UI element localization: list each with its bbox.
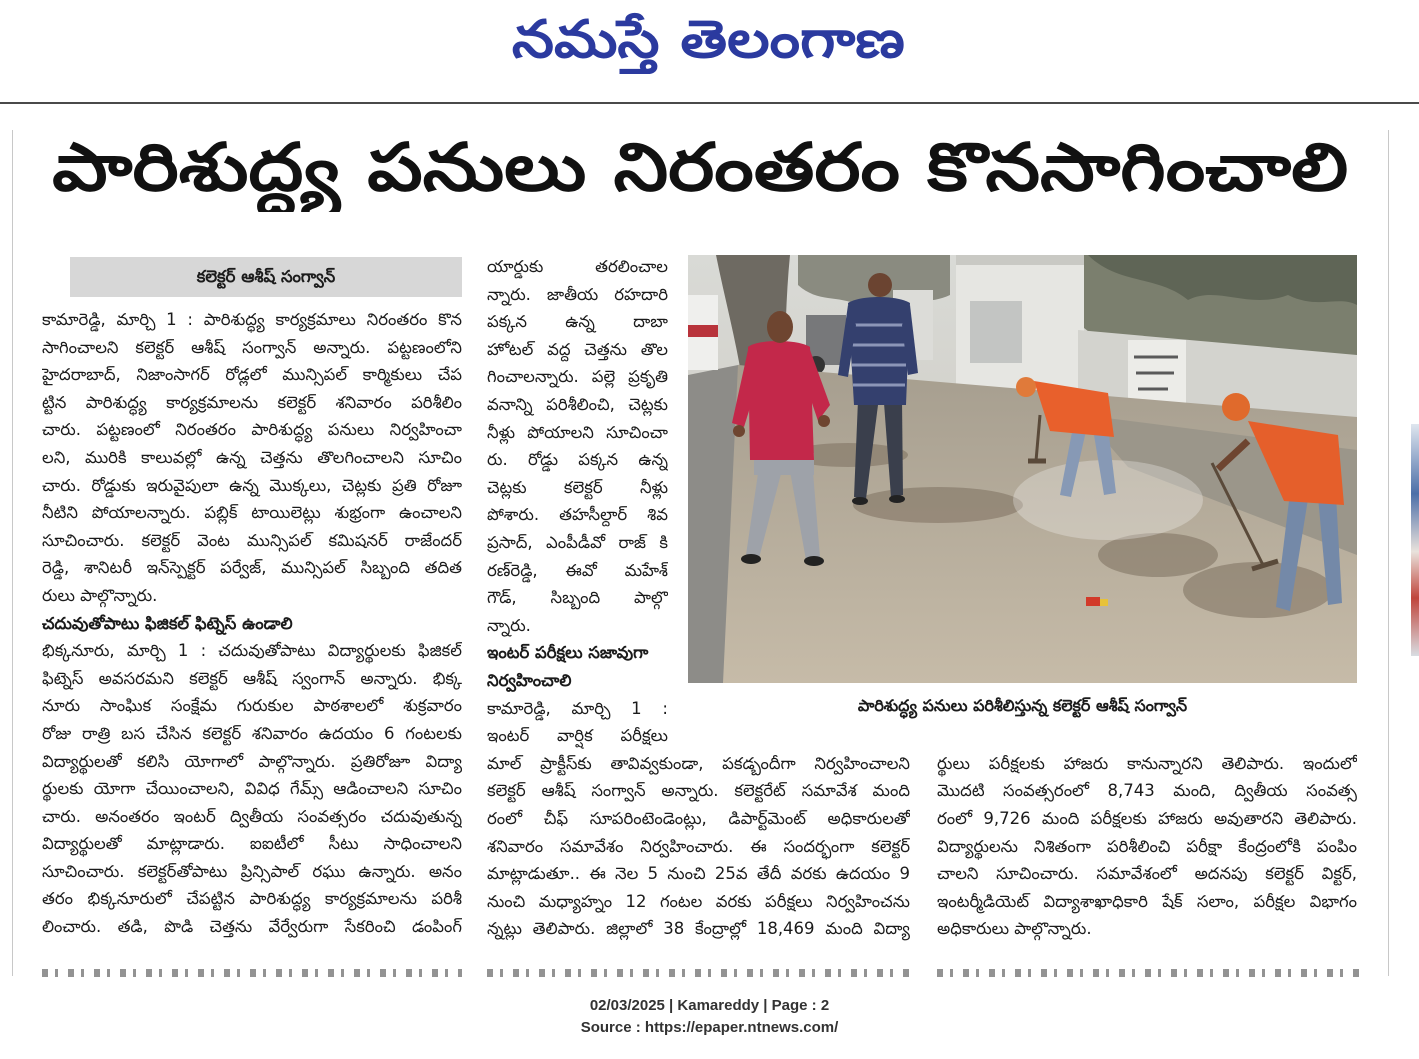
text-line-content: రెడ్డి, శానిటరీ ఇన్‌స్పెక్టర్ పర్వేజ్, మున్సిపల్ సిబ్బంది తదిత [42, 558, 462, 578]
adjacent-photo-edge [1411, 424, 1419, 656]
text-line [937, 915, 1357, 943]
text-line [937, 805, 1357, 833]
text-line-content: పక్కన ఉన్న దాబా [487, 312, 668, 332]
text-line [487, 722, 668, 750]
text-line [487, 557, 668, 585]
text-line [487, 446, 668, 474]
article-paragraph [487, 750, 910, 943]
text-line [487, 363, 668, 391]
text-line-content: సాగించాలని కలెక్టర్ ఆశీష్ సంగ్వాన్ అన్నారు. పట్టణంలోని [42, 337, 462, 357]
text-line [42, 554, 462, 582]
text-line [487, 501, 668, 529]
text-line [42, 416, 462, 444]
text-line [42, 748, 462, 776]
page-border-right [1388, 130, 1389, 976]
article-paragraph [937, 750, 1357, 943]
text-line [487, 860, 910, 888]
text-line-content: రంలో చీఫ్ సూపరింటెండెంట్లు, డిపార్ట్‌మెంట్ అధికారులతో [487, 808, 910, 828]
text-line-content: తరం భిక్కనూరులో చేపట్టిన పారిశుద్ధ్య కార్యక్రమాలను పరిశీ [42, 889, 462, 909]
text-line-content: ఫిట్నెస్ అవసరమని కలెక్టర్ ఆశీష్ స్వంగాన్ అన్నారు. భిక్క [42, 668, 462, 688]
text-line [42, 775, 462, 803]
text-line [42, 334, 462, 362]
text-line-content: యార్డుకు తరలించాల [487, 257, 668, 276]
subheading-line [487, 639, 668, 667]
text-line-content: మాల్ ప్రాక్టీస్‌కు తావివ్వకుండా, పకడ్బందీగా నిర్వహించాలని [487, 753, 910, 773]
text-line-content: ఇంటర్మీడియెట్ విద్యాశాఖాధికారి షేక్ సలాం, పరీక్షల విభాగం [937, 891, 1357, 911]
text-line [42, 527, 462, 555]
text-line-content: అధికారులు పాల్గొన్నారు. [937, 919, 1092, 939]
text-line-content: కామారెడ్డి, మార్చి 1 : [487, 698, 668, 718]
article-paragraph [487, 253, 668, 639]
text-line-content: గౌడ్, సిబ్బంది పాల్గొ [487, 588, 668, 608]
masthead-text: నమస్తే తెలంగాణ [512, 10, 905, 70]
text-line-content: ర్థులు పరీక్షలకు హాజరు కానున్నారని తెలిపారు. ఇందులో [937, 753, 1357, 773]
news-photo [688, 255, 1357, 683]
text-line [42, 665, 462, 693]
headline [52, 124, 1348, 212]
text-line-content: విద్యార్థులతో కలిసి యోగాలో పాల్గొన్నారు. ప్రతిరోజూ విద్యా [42, 751, 462, 771]
text-line-content: న్నారు. [487, 615, 531, 635]
headline-text: పారిశుద్ధ్య పనులు నిరంతరం కొనసాగించాలి [52, 129, 1348, 206]
text-line [487, 915, 910, 943]
text-line [42, 444, 462, 472]
text-line-content: ప్రసాద్, ఎంపీడీవో రాజ్ కి [487, 532, 668, 552]
text-line-content: చారు. రోడ్డుకు ఇరువైపులా ఉన్న మొక్కలు, చెట్లకు ప్రతి రోజూ [42, 475, 462, 495]
text-line [42, 830, 462, 858]
page-info: 02/03/2025 | Kamareddy | Page : 2 [589, 997, 830, 1014]
byline [70, 257, 462, 297]
text-line-content: నీటిని పోయాలన్నారు. పబ్లిక్ టాయిలెట్లు శుభ్రంగా ఉంచాలని [42, 503, 462, 523]
text-line-content: విద్యార్థులతో మాట్లాడారు. ఐఐటీలో సీటు సాధించాలని [42, 834, 462, 854]
text-line [42, 885, 462, 913]
text-line [937, 888, 1357, 916]
middle-column [487, 253, 668, 750]
text-line-content: లించారు. తడి, పొడి చెత్తను వేర్వేరుగా సేకరించి డంపింగ్ [42, 917, 462, 937]
text-line-content: సూచించారు. కలెక్టర్ వెంట మున్సిపల్ కమిషనర్ రాజేందర్ [42, 530, 462, 550]
left-column [42, 306, 462, 941]
text-line [937, 833, 1357, 861]
text-line-content: ఇంటర్ వార్షిక పరీక్షలు [487, 726, 668, 746]
text-line-content: చెట్లకు కలెక్టర్ నీళ్లు [487, 477, 668, 497]
text-line [42, 803, 462, 831]
text-line [42, 637, 462, 665]
text-line-content: ట్టిన పారిశుద్ధ్య కార్యక్రమాలను కలెక్టర్ శనివారం పరిశీలిం [42, 392, 462, 412]
text-line [42, 720, 462, 748]
text-line [487, 612, 668, 640]
text-line [487, 750, 910, 778]
masthead-divider [0, 102, 1419, 104]
text-line [487, 888, 910, 916]
clipped-text-edge [937, 969, 1360, 977]
text-line [487, 805, 910, 833]
text-line [42, 858, 462, 886]
subheading-line [487, 667, 668, 695]
text-line [487, 529, 668, 557]
text-line-content: నుంచి మధ్యాహ్నం 12 గంటల వరకు పరీక్షలు నిర్వహించను [487, 891, 910, 911]
text-line [42, 913, 462, 941]
text-line-content: విద్యార్థులను నిశితంగా పరిశీలించి పరీక్షా కేంద్రంలోకి పంపిం [937, 836, 1357, 856]
clipped-text-edge [42, 969, 462, 977]
text-line [42, 389, 462, 417]
text-line [42, 306, 462, 334]
text-line-content: ర్థులకు యోగా చేయించాలని, వివిధ గేమ్స్ ఆడించాలని సూచిం [42, 779, 462, 799]
text-line-content: నీళ్లు పోయాలని సూచించా [487, 422, 668, 442]
text-line [487, 474, 668, 502]
article-paragraph [42, 637, 462, 941]
text-line [487, 281, 668, 309]
middle-column-continued [487, 750, 910, 943]
text-line [937, 860, 1357, 888]
text-line-content: శనివారం సమావేశం నిర్వహించారు. ఈ సందర్భంగా కలెక్టర్ [487, 836, 910, 856]
text-line-content: మొదటి సంవత్సరంలో 8,743 మంది, ద్వితీయ సంవత్స [937, 781, 1357, 801]
text-line [487, 584, 668, 612]
article-paragraph [487, 695, 668, 750]
text-line [937, 750, 1357, 778]
text-line [42, 361, 462, 389]
page-border-left [12, 130, 13, 976]
text-line-content: వనాన్ని పరిశీలించి, చెట్లకు [487, 394, 668, 414]
text-line [487, 253, 668, 281]
text-line [487, 695, 668, 723]
clipped-text-edge [487, 969, 910, 977]
text-line [487, 308, 668, 336]
text-line-content: హోటల్ వద్ద చెత్తను తొల [487, 339, 668, 359]
subheading-text: చదువుతోపాటు ఫిజికల్ ఫిట్నెస్ ఉండాలి [42, 613, 293, 633]
text-line [487, 833, 910, 861]
masthead-logo [512, 6, 905, 74]
text-line-content: నిర్వహించాలి [487, 670, 572, 690]
article-paragraph [42, 306, 462, 610]
text-line-content: పోశారు. తహసీల్దార్ శివ [487, 505, 668, 525]
text-line-content: గించాలన్నారు. పల్లె ప్రకృతి [487, 367, 668, 387]
text-line [487, 419, 668, 447]
text-line-content: న్నారు. జాతీయ రహదారి [487, 284, 668, 304]
text-line-content: రోజు రాత్రి బస చేసిన కలెక్టర్ శనివారం ఉదయం 6 గంటలకు [42, 723, 462, 743]
photo-caption-text: పారిశుద్ధ్య పనులు పరిశీలిస్తున్న కలెక్టర్ ఆశీష్ సంగ్వాన్ [857, 696, 1188, 715]
text-line-content: రు. రోడ్డు పక్కన ఉన్న [487, 450, 668, 470]
text-line [487, 391, 668, 419]
text-line-content: సూచించారు. కలెక్టర్‌తోపాటు ప్రిన్సిపాల్ రఘు ఉన్నారు. అనం [42, 861, 462, 881]
text-line-content: భిక్కనూరు, మార్చి 1 : చదువుతోపాటు విద్యార్థులకు ఫిజికల్ [42, 641, 462, 661]
photo-caption [688, 692, 1357, 720]
byline-text: కలెక్టర్ ఆశీష్ సంగ్వాన్ [196, 267, 336, 286]
text-line [487, 336, 668, 364]
text-line-content: చాలని సూచించారు. సమావేశంలో అదనపు కలెక్టర్ విక్టర్, [937, 864, 1357, 884]
text-line [42, 472, 462, 500]
text-line-content: న్నట్లు తెలిపారు. జిల్లాలో 38 కేంద్రాల్లో 18,469 మంది విద్యా [487, 919, 910, 939]
text-line-content: మాట్లాడుతూ.. ఈ నెల 5 నుంచి 25వ తేదీ వరకు ఉదయం 9 [487, 864, 910, 884]
text-line-content: చారు. పట్టణంలో నిరంతరం పారిశుద్ధ్య పనులు నిర్వహించా [42, 420, 462, 440]
text-line-content: కలెక్టర్ ఆశీష్ సంగ్వాన్ అన్నారు. కలెక్టరేట్ సమావేశ మంది [487, 781, 910, 801]
right-column [937, 750, 1357, 943]
text-line [42, 499, 462, 527]
text-line-content: రంలో 9,726 మంది పరీక్షలకు హాజరు అవుతారని తెలిపారు. [937, 808, 1357, 828]
subheading [487, 639, 668, 694]
text-line-content: లని, మురికి కాలువల్లో ఉన్న చెత్తను తొలగించాలని సూచిం [42, 447, 462, 467]
text-line-content: రణ్‌రెడ్డి, ఈవో మహేశ్ [487, 560, 668, 580]
source-url: Source : https://epaper.ntnews.com/ [580, 1019, 839, 1036]
subheading [42, 610, 462, 638]
text-line-content: చారు. అనంతరం ఇంటర్ ద్వితీయ సంవత్సరం చదువుతున్న [42, 806, 462, 826]
text-line-content: ఇంటర్ పరీక్షలు సజావుగా [487, 643, 649, 663]
text-line [42, 582, 462, 610]
text-line [937, 777, 1357, 805]
text-line-content: కామారెడ్డి, మార్చి 1 : పారిశుద్ధ్య కార్యక్రమాలు నిరంతరం కొన [42, 310, 462, 329]
text-line [42, 692, 462, 720]
text-line [487, 777, 910, 805]
text-line-content: నూరు సాంఘిక సంక్షేమ గురుకుల పాఠశాలలో శుక్రవారం [42, 696, 462, 716]
text-line-content: రులు పాల్గొన్నారు. [42, 585, 158, 605]
text-line-content: హైదరాబాద్, నిజాంసాగర్ రోడ్లలో మున్సిపల్ కార్మికులు చేప [42, 365, 462, 385]
